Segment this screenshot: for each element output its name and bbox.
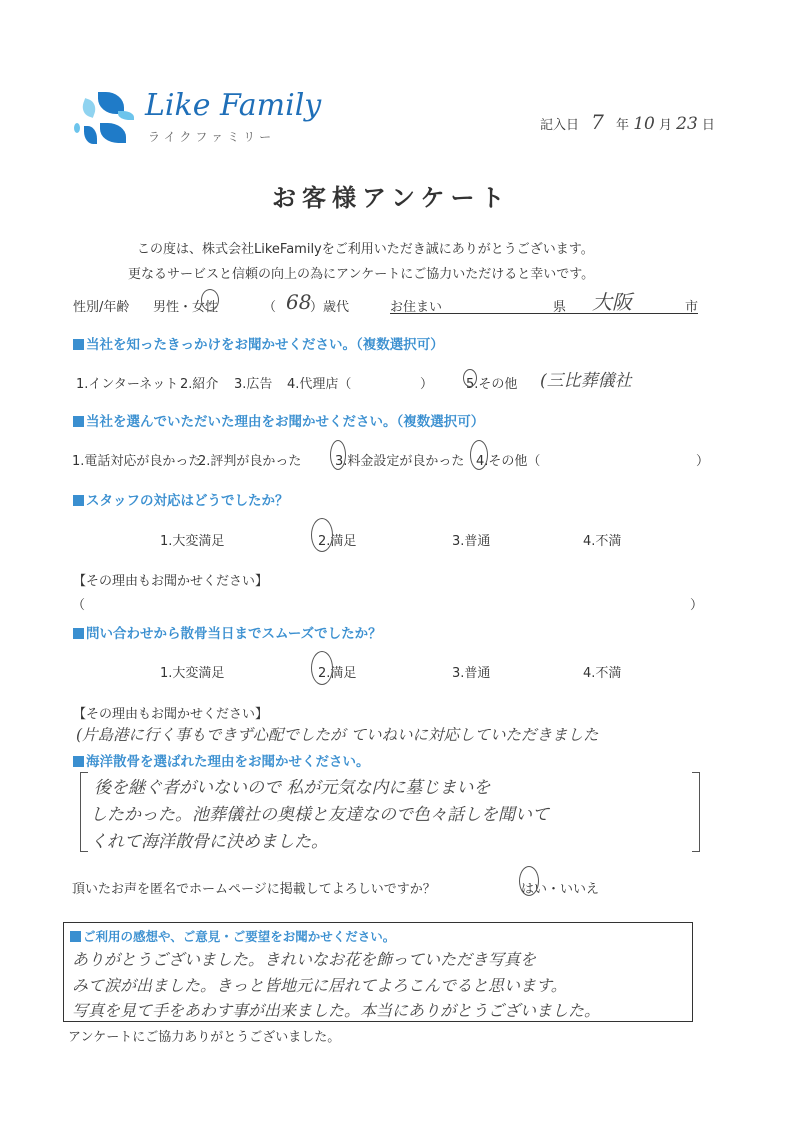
q1-option-4-close: ） [420,377,434,392]
q5-answer-line-2[interactable]: したかった。池葬儀社の奥様と友達なので色々話しを聞いて [90,805,549,825]
q4-option-3[interactable]: 3.普通 [452,666,491,681]
q6-answer-line-3[interactable]: 写真を見て手をあわす事が出来ました。本当にありがとうございました。 [72,1001,601,1020]
logo [72,90,342,150]
q4-title: 問い合わせから散骨当日までスムーズでしたか？ [73,622,382,642]
address-label: お住まい [390,300,443,315]
q4-reason-value[interactable]: (片島港に行く事もできず心配でしたが ていねいに対応していただきました [76,726,599,744]
q4-option-2[interactable]: 2.満足 [318,666,357,681]
city-label: 市 [685,300,699,315]
q1-title: 当社を知ったきっかけをお聞かせください。（複数選択可） [73,333,444,353]
logo-mark-icon [72,90,132,150]
q3-reason-field[interactable] [90,594,680,612]
q4-option-4[interactable]: 4.不満 [583,666,622,681]
q2-option-3[interactable]: 3.料金設定が良かった [335,454,465,469]
q1-option-4[interactable]: 4.代理店（ [287,377,352,392]
publish-question: 頂いたお声を匿名でホームページに掲載してよろしいですか？ [72,882,436,897]
q3-option-4[interactable]: 4.不満 [583,534,622,549]
q2-selected-circle-4 [470,440,488,470]
q5-answer-line-3[interactable]: くれて海洋散骨に決めました。 [90,832,328,852]
q2-option-4-close: ） [696,454,710,469]
q3-option-1[interactable]: 1.大変満足 [160,534,225,549]
q6-answer-line-2[interactable]: みて涙が出ました。きっと皆地元に居れてよろこんでると思います。 [72,976,567,995]
logo-text: Like Family [145,88,322,123]
q3-reason-close: ） [690,598,704,613]
q3-title: スタッフの対応はどうでしたか？ [73,489,289,509]
q4-selected-circle [311,651,333,685]
gender-options[interactable]: 男性・女性 [153,300,219,315]
q5-answer-line-1[interactable]: 後を継ぐ者がいないので 私が元気な内に墓じまいを [94,778,491,798]
intro-line-1: この度は、株式会社LikeFamilyをご利用いただき誠にありがとうございます。 [137,242,594,257]
age-close: ）歳代 [310,300,350,315]
publish-options[interactable]: はい・いいえ [521,882,600,897]
q2-selected-circle-3 [330,440,346,470]
intro-line-2: 更なるサービスと信頼の向上の為にアンケートにご協力いただけると幸いです。 [128,267,595,282]
age-open: （ [263,300,277,315]
q2-title: 当社を選んでいただいた理由をお聞かせください。（複数選択可） [73,410,484,430]
q2-option-2[interactable]: 2.評判が良かった [198,454,302,469]
q1-option-1[interactable]: 1.インターネット [76,377,179,392]
date-label: 記入日 [540,118,580,133]
q5-bracket-right [692,772,700,852]
gender-selected-circle [201,289,219,311]
q3-selected-circle [311,518,333,552]
q2-option-1[interactable]: 1.電話対応が良かった [72,454,202,469]
q5-title: 海洋散骨を選ばれた理由をお聞かせください。 [73,750,370,770]
q3-option-2[interactable]: 2.満足 [318,534,357,549]
q2-option-4[interactable]: 4.その他（ [476,454,541,469]
q4-option-1[interactable]: 1.大変満足 [160,666,225,681]
date-year[interactable]: 7 [591,110,604,134]
q6-answer-line-1[interactable]: ありがとうございました。きれいなお花を飾っていただき写真を [72,950,537,969]
gender-age-label: 性別/年齢 [73,300,130,315]
q3-reason-label: 【その理由もお聞かせください】 [73,574,269,589]
q1-option-2[interactable]: 2.紹介 [180,377,219,392]
entry-date: 記入日 7 年 10 月 23 日 [540,110,715,134]
logo-subtitle: ライクファミリー [148,130,276,144]
q3-reason-open: （ [72,598,86,613]
q6-title: ご利用の感想や、ご意見・ご要望をお聞かせください。 [70,927,395,945]
age-value[interactable]: 68 [286,290,312,314]
q1-option-5[interactable]: 5.その他 [466,377,518,392]
prefecture-label: 県 [553,300,567,315]
q4-reason-label: 【その理由もお聞かせください】 [73,707,269,722]
city-value[interactable]: 大阪 [592,290,632,314]
q5-bracket-left [80,772,88,852]
footer-thanks: アンケートにご協力ありがとうございました。 [68,1030,341,1045]
date-month[interactable]: 10 [633,114,655,134]
date-day[interactable]: 23 [676,114,698,134]
q1-option-3[interactable]: 3.広告 [234,377,273,392]
publish-selected-circle [519,866,539,896]
q1-selected-circle [463,369,477,387]
page-title: お客様アンケート [272,184,511,212]
q3-option-3[interactable]: 3.普通 [452,534,491,549]
q1-other-value[interactable]: (三比葬儀社 [540,371,632,391]
